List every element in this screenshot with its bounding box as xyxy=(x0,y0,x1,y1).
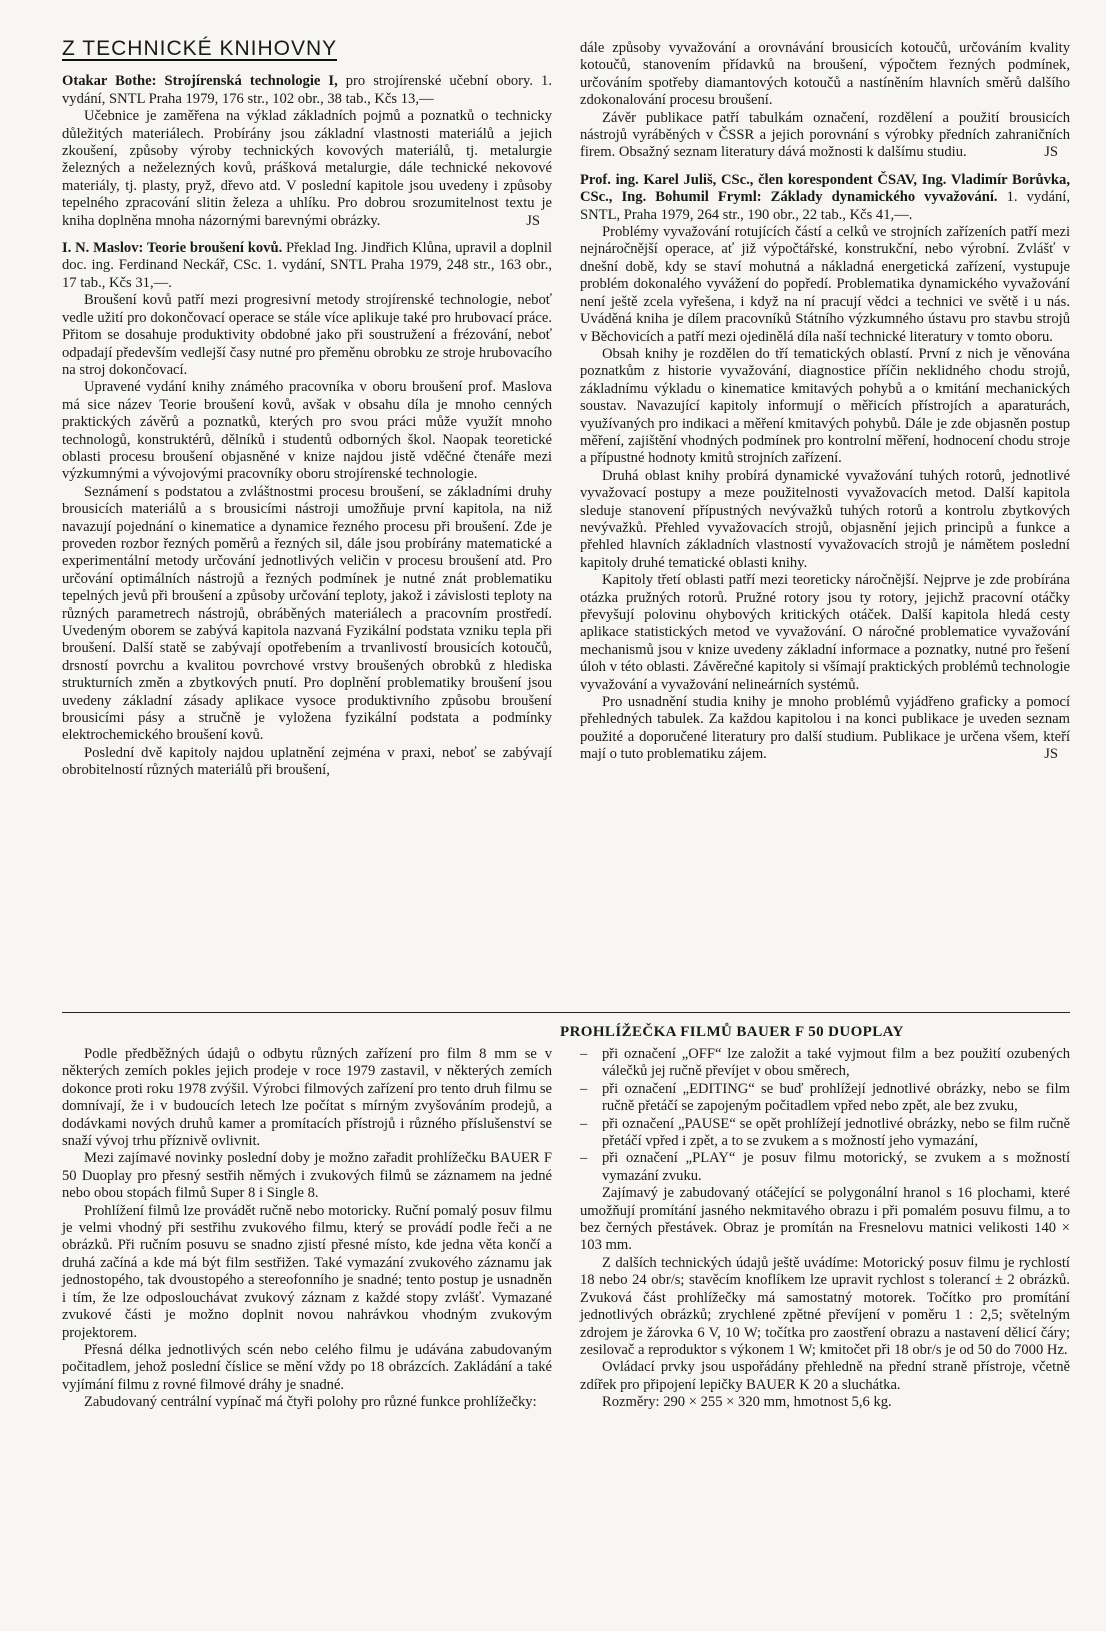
article-2-paragraph: Přesná délka jednotlivých scén nebo celého filmu je udávána zabudovaným počitadlem, jehož poslední číslice se mění vždy po 18 obrázcích. Zakládání a také vyjímání filmu z rovné filmové dráhy je snadné. xyxy=(62,1341,552,1393)
review-2-paragraph: Upravené vydání knihy známého pracovníka v oboru broušení prof. Maslova má sice název Teorie broušení kovů, avšak v obsahu díla je mnoho cenných praktických závěrů a poznatků, kterých pro svou práci může využít mnoho technologů, konstruktérů, dělníků i studentů odborných škol. Naopak teoretické oblasti procesu broušení objasněné v knize najdou jistě vděčné čtenáře mezi výzkumnými a vývojovými pracovníky oboru strojírenské technologie. xyxy=(62,379,552,483)
review-1-meta: pro strojírenské učební obory. 1. vydání, SNTL Praha 1979, 176 str., 102 obr., 38 tab., Kčs 13,— xyxy=(62,73,552,107)
review-1-signature: JS xyxy=(526,212,540,229)
section-heading: Z TECHNICKÉ KNIHOVNY xyxy=(62,37,338,60)
switch-position-item: – při označení „PAUSE“ se opět prohlížejí jednotlivé obrázky, nebo se film ručně přetáčí vpřed i zpět, a to se zvukem a s možností jeho vymazání, xyxy=(580,1115,1070,1150)
review-2-paragraph: Poslední dvě kapitoly najdou uplatnění zejména v praxi, neboť se zabývají obrobitelností různých materiálů při broušení, xyxy=(62,744,552,779)
review-2-continuation: dále způsoby vyvažování a orovnávání brousicích kotoučů, určováním kvality kotoučů, stanovením přídavků na broušení, výpočtem řezných podmínek, určováním spotřeby diamantových kotoučů a nastíněním hlavních směrů dalšího zdokonalování procesu broušení. xyxy=(580,40,1070,109)
review-2-signature: JS xyxy=(1044,144,1058,161)
review-2-conclusion: Závěr publikace patří tabulkám označení, rozdělení a použití brousicích nástrojů vyráběných v ČSSR a jejich porovnání s výrobky předních zahraničních firem. Obsažný seznam literatury dává možnosti k dalšímu studiu. JS xyxy=(580,109,1070,161)
review-3-paragraph: Pro usnadnění studia knihy je mnoho problémů vyjádřeno graficky a pomocí přehledných tabulek. Za každou kapitolou i na konci publikace je uveden seznam použité a doporučené literatury pro další studium. Publikace je určena všem, kteří mají o tuto problematiku zájem. JS xyxy=(580,694,1070,763)
review-2-meta: Překlad Ing. Jindřich Klůna, upravil a doplnil doc. ing. Ferdinand Neckář, CSc. 1. vydání, SNTL Praha 1979, 248 str., 163 obr., 17 tab., Kčs 31,—. xyxy=(62,240,552,291)
article-2-paragraph: Ovládací prvky jsou uspořádány přehledně na přední straně přístroje, včetně zdířek pro připojení lepičky BAUER K 20 a sluchátka. xyxy=(580,1359,1070,1393)
article-2-dimensions: Rozměry: 290 × 255 × 320 mm, hmotnost 5,6 kg. xyxy=(602,1394,892,1411)
article-2-paragraph: Z dalších technických údajů ještě uvádíme: Motorický posuv filmu je rychlostí 18 nebo 24 obr/s; stavěcím knoflíkem lze upravit rychlost s tolerancí ± 2 obrázků. Zvuková část prohlížečky má samostatný motorek. Točítko pro promítání jednotlivých obrázků; zrychlené zpětné převíjení v poměru 1 : 2,5; světelným zdrojem je žárovka 6 V, 10 W; točítka pro zaostření obrazu a nastavení dělicí čáry; zesilovač a reproduktor s výkonem 1 W; kmitočet při 18 obr/s je od 50 do 7000 Hz. xyxy=(580,1254,1070,1358)
review-3-paragraph: Obsah knihy je rozdělen do tří tematických oblastí. První z nich je věnována poznatkům z historie vyvažování, diagnostice příčin neklidného chodu strojů, základnímu výkladu o kinematice kmitavých pohybů a o kmitání mechanických soustav. Navazující kapitoly informují o měřicích přístrojích a aparaturách, využívaných pro indikaci a měření kmitavých pohybů. Dále je zde objasněn postup měření, zajištění vhodných podmínek pro kontrolní měření, hodnocení chodu stroje a přípustné hodnoty kmitů strojních zařízení. xyxy=(580,345,1070,467)
article-2-paragraph: Zabudovaný centrální vypínač má čtyři polohy pro různé funkce prohlížečky: xyxy=(84,1394,537,1411)
review-3-header xyxy=(580,172,1070,224)
right-column-top xyxy=(580,40,1070,764)
left-column-top xyxy=(62,37,552,780)
article-2-left-column xyxy=(62,1046,552,1412)
review-1-header xyxy=(62,73,552,108)
review-3-meta: 1. vydání, SNTL, Praha 1979, 264 str., 190 obr., 22 tab., Kčs 41,—. xyxy=(580,189,1070,223)
switch-position-item: – při označení „OFF“ lze založit a také vyjmout film a bez použití ozubených válečků jej ručně převíjet v obou směrech, xyxy=(580,1046,1070,1080)
review-2-paragraph: Broušení kovů patří mezi progresivní metody strojírenské technologie, neboť vedle užití pro dokončovací operace se stále více aplikuje také pro hrubovací práce. Přitom se dosahuje produktivity obdobné jako při soustružení a frézování, neboť odpadají především vedlejší časy nutné pro přeměnu obrobku ze stroje hrubovacího na stroj dokončovací. xyxy=(62,292,552,378)
review-3-signature: JS xyxy=(1044,746,1058,763)
review-1-body: Učebnice je zaměřena na výklad základních pojmů a poznatků o technicky důležitých materiálech. Probírány jsou základní vlastnosti materiálů a jejich zkoušení, způsoby výroby technických kovových materiálů, tj. metalurgie železných a neželezných kovů, prášková metalurgie, dále technické nekovové materiály, tj. plasty, pryž, dřevo atd. V poslední kapitole jsou uvedeny i způsoby tepelného zpracování slitin železa a uhlíku. Pro dobrou srozumitelnost textu je kniha doplněna mnoha názornými barevnými obrázky. JS xyxy=(62,108,552,229)
review-2-paragraph: Seznámení s podstatou a zvláštnostmi procesu broušení, se základními druhy brousicích materiálů a s brousicími nástroji umožňuje první kapitola, na niž navazují pojednání o kinematice a dynamice řezného procesu při broušení. Zde je proveden rozbor řezných poměrů a řezných sil, dále jsou probírány matematické a experimentální metody určování jednotlivých veličin v procesu broušení atd. Pro určování optimálních nástrojů a řezných podmínek je nutné znát problematiku tepelných jevů při broušení a způsoby určování teploty, jakož i závislosti teploty na různých parametrech nástrojů, obráběných materiálech a pracovním prostředí. Uvedeným oborem se zabývá kapitola nazvaná Fyzikální podstata vzniku tepla při broušení. Další statě se zabývají opotřebením a trvanlivostí brousicích kotoučů, drsností povrchu a kvalitou povrchové vrstvy broušených obrobků z hlediska strukturních změn a zbytkových pnutí. Pro doplnění problematiky broušení jsou uvedeny základní zásady aplikace vysoce produktivního způsobu broušení brousicími pásy a stručně je vyložena fyzikální podstata a podmínky elektrochemického broušení kovů. xyxy=(62,483,552,744)
review-3-paragraph: Kapitoly třetí oblasti patří mezi teoreticky náročnější. Nejprve je zde probírána otázka pružných rotorů. Pružné rotory jsou ty rotory, jejichž pracovní otáčky převyšují polovinu ohybových kritických otáček. Další kapitola hledá cesty aplikace statistických metod ve vyvažování. O náročné problematice vyvažování mechanismů jsou v knize uvedeny základní informace a poznatky, nutné pro řešení úloh v této oblasti. Závěrečné kapitoly si všímají praktických problémů technologie vyvažování a vyvažování nelineárních systémů. xyxy=(580,572,1070,693)
review-3-paragraph: Problémy vyvažování rotujících částí a celků ve strojních zařízeních patří mezi nejnáročnější operace, ať již výpočtářské, konstrukční, nebo výrobní. Zvlášť v dnešní době, kdy se staví mohutná a nákladná energetická zařízení, vystupuje problém dokonalého vyvážení do popředí. Problematika dynamického vyvažování není ještě zcela vyřešena, i když na ní pracují vědci a technici ve světě i u nás. Uváděná kniha je dílem pracovníků Státního výzkumného ústavu pro stavbu strojů v Běchovicích a patří mezi ojedinělá díla naší technické literatury v tomto oboru. xyxy=(580,224,1070,345)
switch-position-item: – při označení „PLAY“ je posuv filmu motorický, se zvukem a s možností vymazání zvuku. xyxy=(580,1150,1070,1184)
article-2-paragraph: Zajímavý je zabudovaný otáčející se polygonální hranol s 16 plochami, které umožňují promítání jasného nekmitavého obrazu i při pomalém posuvu filmu, a to bez černých přestávek. Obraz je promítán na Fresnelovu matnici velikosti 140 × 103 mm. xyxy=(580,1185,1070,1254)
section-divider xyxy=(62,1012,1070,1013)
article-2-paragraph: Podle předběžných údajů o odbytu různých zařízení pro film 8 mm se v některých zemích pokles jejich prodeje v roce 1979 zastavil, v některých zemích dokonce proti roku 1978 zvýšil. Výrobci filmových zařízení pro tento druh filmu se domnívají, že i v budoucích letech lze počítat s mírným zvyšováním prodejů, a dodávkami nových druhů kamer a promítacích přístrojů i různého příslušenství se snaží vývoj trhu příznivě ovlivnit. xyxy=(62,1046,552,1150)
review-2-title: I. N. Maslov: Teorie broušení kovů. xyxy=(62,240,283,257)
review-3-title: Prof. ing. Karel Juliš, CSc., člen korespondent ČSAV, Ing. Vladimír Borůvka, CSc., Ing. Bohumil Fryml: Základy dynamického vyvažování. xyxy=(580,171,1070,206)
review-2-header xyxy=(62,240,552,292)
article-2-paragraph: Mezi zajímavé novinky poslední doby je možno zařadit prohlížečku BAUER F 50 Duoplay pro přesný sestřih němých i zvukových filmů se záznamem na jedné nebo obou stopách filmů Super 8 i Single 8. xyxy=(62,1150,552,1202)
switch-position-item: – při označení „EDITING“ se buď prohlížejí jednotlivé obrázky, nebo se film ručně přetáčí se zapojeným počitadlem vpřed nebo zpět, ale bez zvuku, xyxy=(580,1080,1070,1115)
review-3-paragraph: Druhá oblast knihy probírá dynamické vyvažování tuhých rotorů, jednotlivé vyvažovací postupy a meze použitelnosti vyvažovacích metod. Další kapitola sleduje stanovení přípustných nevývažků tuhých rotorů a kontrolu zbytkových nevývažků. Přehled vyvažovacích strojů, objasnění jejich principů a funkce a přehled hlavních základních vlastností vyvažovacích strojů je námětem poslední kapitoly druhé tematické oblasti knihy. xyxy=(580,467,1070,571)
article-2-title: PROHLÍŽEČKA FILMŮ BAUER F 50 DUOPLAY xyxy=(560,1024,904,1040)
article-2-paragraph: Prohlížení filmů lze provádět ručně nebo motoricky. Ruční pomalý posuv filmu je velmi vhodný při sestřihu zvukového filmu, který se provádí podle řeči a ne obrázků. Při ručním posuvu se snadno zjistí přesné místo, kde jedna věta končí a druhá začíná a kde má být film sestřižen. Také vymazání zvukového záznamu jak jednostopého, tak dvoustopého a stereofonního je snadné; tento postup je usnadněn i tím, že lze odposlouchávat zvukový záznam z každé stopy zvlášť. Vymazané zvukové části je možno doplnit novou nahrávkou vhodným zvukovým projektorem. xyxy=(62,1202,552,1341)
article-2-right-column xyxy=(580,1046,1070,1412)
review-1-title: Otakar Bothe: Strojírenská technologie I, xyxy=(62,73,338,90)
